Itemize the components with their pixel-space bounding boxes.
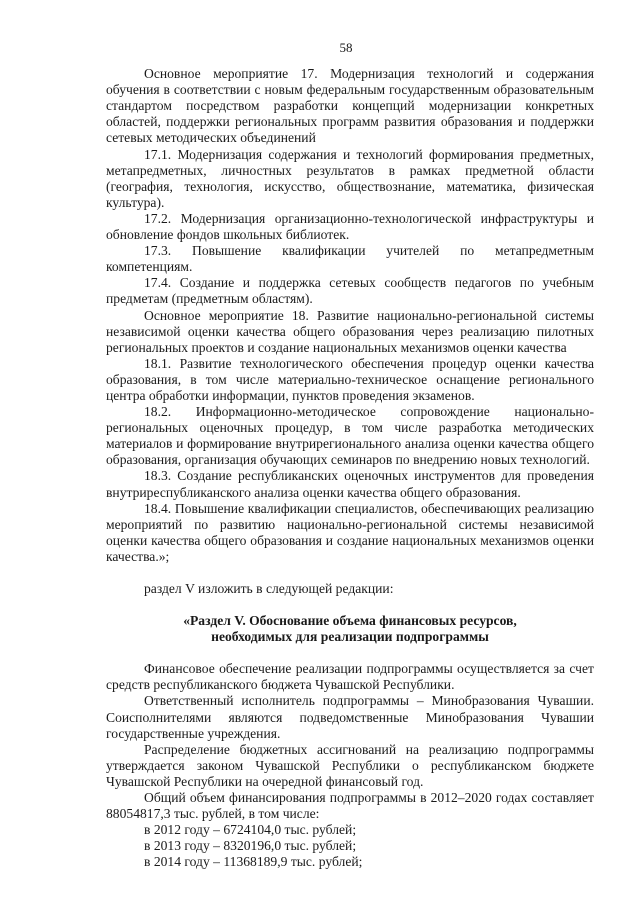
paragraph-funding: Финансовое обеспечение реализации подпрограммы осуществляется за счет средств республиканского бюджета Чувашской Республики. (106, 661, 594, 693)
paragraph-17-1: 17.1. Модернизация содержания и технологий формирования предметных, метапредметных, личностных результатов в рамках предметной области (география, технология, искусство, обществознание, математика, физическая культура). (106, 146, 594, 210)
paragraph-allocation: Распределение бюджетных ассигнований на реализацию подпрограммы утверждается законом Чувашской Республики о республиканском бюджете Чувашской Республики на очередной финансовый год. (106, 741, 594, 789)
paragraph-event-18: Основное мероприятие 18. Развитие национально-региональной системы независимой оценки качества общего образования через реализацию пилотных региональных проектов и создание национальных механизмов оценки качества (106, 307, 594, 355)
instruction-text: раздел V изложить в следующей редакции: (144, 581, 394, 596)
list-item: в 2013 году – 8320196,0 тыс. рублей; (144, 838, 357, 854)
paragraph-event-17: Основное мероприятие 17. Модернизация технологий и содержания обучения в соответствии с новым федеральным государственным образовательным стандартом посредством разработки концепций модернизации конкретных областей, поддержки региональных программ развития образования и поддержки сетевых методических объединений (106, 66, 594, 146)
paragraph-17-3: 17.3. Повышение квалификации учителей по метапредметным компетенциям. (106, 243, 594, 275)
paragraph-18-2: 18.2. Информационно-методическое сопровождение национально-региональных оценочных процедур, в том числе разработка методических материалов и формирование внутрирегионального анализа оценки качества общего образования, организация обучающих семинаров по внедрению новых технологий. (106, 404, 594, 468)
section-heading (106, 613, 594, 645)
section-heading-line-1: «Раздел V. Обоснование объема финансовых ресурсов, (183, 613, 517, 629)
paragraph-17-2: 17.2. Модернизация организационно-технологической инфраструктуры и обновление фондов школьных библиотек. (106, 210, 594, 243)
paragraph-18-1: 18.1. Развитие технологического обеспечения процедур оценки качества образования, в том числе материально-техническое оснащение регионального центра обработки информации, пунктов проведения экзаменов. (106, 355, 594, 403)
yearly-funding-list (106, 822, 594, 870)
paragraph-total-volume: Общий объем финансирования подпрограммы в 2012–2020 годах составляет 88054817,3 тыс. рублей, в том числе: (106, 790, 594, 822)
paragraph-18-3: 18.3. Создание республиканских оценочных инструментов для проведения внутриреспубликанского анализа оценки качества общего образования. (106, 468, 594, 500)
list-item: в 2014 году – 11368189,9 тыс. рублей; (144, 854, 363, 870)
section-heading-line-2: необходимых для реализации подпрограммы (211, 629, 489, 645)
page-number: 58 (339, 40, 353, 55)
paragraph-executor: Ответственный исполнитель подпрограммы – Минобразования Чувашии. Соисполнителями являются подведомственные Минобразования Чувашии государственные учреждения. (106, 693, 594, 741)
paragraph-18-4: 18.4. Повышение квалификации специалистов, обеспечивающих реализацию мероприятий по развитию национально-региональной системы независимой оценки качества общего образования и создание национальных механизмов оценки качества.»; (106, 500, 594, 564)
document-page (106, 0, 594, 871)
list-item: в 2012 году – 6724104,0 тыс. рублей; (144, 822, 357, 838)
paragraph-17-4: 17.4. Создание и поддержка сетевых сообществ педагогов по учебным предметам (предметным областям). (106, 275, 594, 307)
